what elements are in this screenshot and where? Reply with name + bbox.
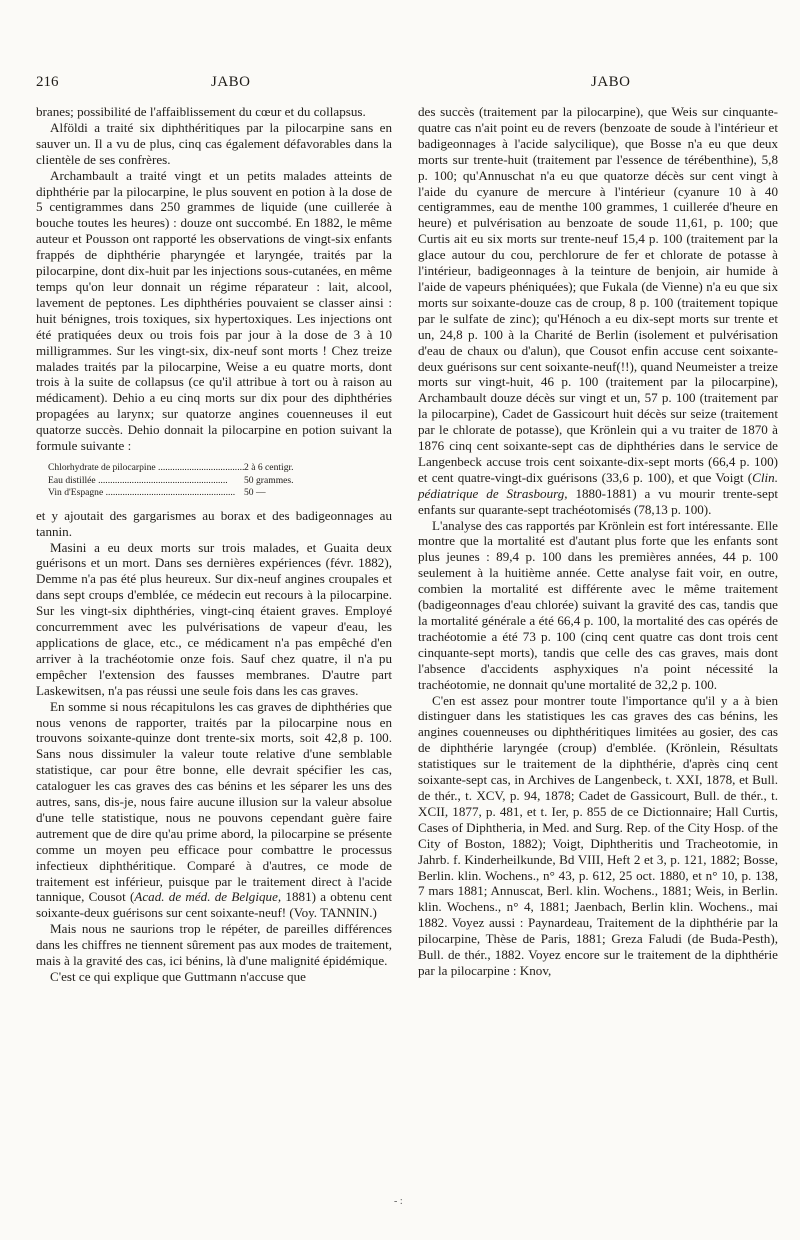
formula-quantity: 50 grammes. bbox=[244, 474, 294, 486]
left-column bbox=[36, 104, 392, 985]
paragraph: Archambault a traité vingt et un petits malades atteints de diphthérie par la pilocarpine, le plus souvent en potion à la dose de 5 centigrammes dans 250 grammes de liquide (une cuillerée à bouche toutes les heures) : douze ont succombé. En 1882, le même auteur et Pousson ont rapporté les observations de vingt-six enfants frappés de diphthérie pharyngée et laryngée, traités par la pilocarpine, dont dix-huit par les injections sous-cutanées, en même temps qu'on leur donnait un régime réparateur : lait, alcool, lavement de peptones. Les diphthéries pouvaient se classer ainsi : huit bénignes, trois toxiques, six hypertoxiques. Les injections ont été pratiquées deux ou trois fois par jour à la dose de 3 à 10 milligrammes. Sur les vingt-six, dix-neuf sont morts ! Chez treize malades traités par la pilocarpine, Weise a eu quatre morts, dont trois à la suite de collapsus (ce qu'il attribue à tort ou à raison au médicament). Dehio a eu cinq morts sur dix pour des diphthéries propagées au larynx; sur quatorze angines couenneuses il eut quatorze succès. Dehio donnait la pilocarpine en potion suivant la formule suivante : bbox=[36, 167, 392, 454]
paragraph-text: des succès (traitement par la pilocarpine), que Weis sur cinquante-quatre cas n'ait point eu de revers (benzoate de soude à l'intérieur et badigeonnages à l'acide salycilique), que Bosse n'a eu que deux morts sur trente-huit (traitement par l'essence de térébenthine), 5,8 p. 100; qu'Annuschat n'a eu que quatorze décès sur cent vingt à l'aide du cyanure de mercure à l'intérieur (cyanure 10 à 40 centigrammes, eau de menthe 100 grammes, 1 cuillerée d'heure en heure) et pulvérisation au benzoate de soude 11,61, p. 100; que Curtis ait eu six morts sur trente-neuf 15,4 p. 100 (traitement par la glace autour du cou, perchlorure de fer et chlorate de potasse à l'intérieur, badigeonnages à la teinture de benjoin, air humide à l'aide de vapeurs phéniquées); que Fukala (de Vienne) n'a eu que six morts sur soixante-douze cas de croup, 8 p. 100 (traitement topique par le sulfate de zinc); qu'Hénoch a eu dix-sept morts sur trente et un, 24,8 p. 100 à la Charité de Berlin (isolement et pulvérisation d'eau de chaux ou d'alun), que Cousot enfin accuse cent soixante-deux guérisons sur cent soixante-neuf(!!), quand Neumeister a treize morts sur vingt-huit, 46 p. 100 (traitement par la pilocarpine), Archambault douze décès sur vingt et un, 57 p. 100 (traitement par la pilocarpine), Cadet de Gassicourt huit décès sur seize (traitement par le chlorate de potasse), que Krönlein qui a vu traiter de 1870 à 1876 cinq cent soixante-sept cas de diphthéries dans le service de Langenbeck accuse trois cent soixante-dix-sept morts (66,4 p. 100) et cent quatre-vingt-dix guérisons (33,6 p. 100), et que Voigt ( bbox=[418, 104, 778, 485]
formula-quantity: 50 — bbox=[244, 487, 266, 499]
page-mark: - : bbox=[394, 1196, 403, 1207]
running-title-right: JABO bbox=[591, 74, 631, 90]
citation: Acad. de méd. de Belgique, bbox=[134, 889, 282, 905]
paragraph bbox=[36, 699, 392, 922]
paragraph: Mais nous ne saurions trop le répéter, de pareilles différences dans les chiffres ne tiennent sûrement pas aux modes de traitement, mais à la gravité des cas, ici bénins, là d'une malignité épidémique. bbox=[36, 921, 392, 969]
page-number: 216 bbox=[36, 74, 59, 90]
page-header bbox=[36, 74, 778, 94]
formula-ingredient: Chlorhydrate de pilocarpine ..... bbox=[48, 462, 244, 475]
formula-line bbox=[48, 475, 392, 488]
formula-ingredient: Vin d'Espagne ..... bbox=[48, 487, 244, 500]
paragraph: C'est ce qui explique que Guttmann n'accuse que bbox=[50, 969, 306, 984]
formula-line bbox=[48, 487, 392, 500]
paragraph: branes; possibilité de l'affaiblissement du cœur et du collapsus. bbox=[36, 104, 366, 119]
paragraph: Masini a eu deux morts sur trois malades, et Guaita deux guérisons et un mort. Dans ses dernières expériences (févr. 1882), Demme n'a pas été plus heureux. Sur dix-neuf angines croupales et dans sept croups d'emblée, ce médecin eut recours à la pilocarpine. Sur les vingt-six diphthéries, vingt-cinq étaient graves. Employé concurremment avec les pulvérisations de vapeur d'eau, les applications de glace, etc., ce médicament n'a pas empêché d'en arriver à la trachéotomie onze fois. Sauf chez quatre, il n'a pu empêcher l'extension des fausses membranes. D'autre part Laskewitsen, n'a pas réussi une seule fois dans les cas graves. bbox=[36, 539, 392, 698]
formula-ingredient: Eau distillée ..... bbox=[48, 475, 244, 488]
paragraph: C'en est assez pour montrer toute l'importance qu'il y a à bien distinguer dans les statistiques les cas graves des cas bénins, les angines couenneuses ou diphthéritiques limitées au gosier, des cas de diphthérie laryngée (croup) d'emblée. (Krönlein, Résultats statistiques sur le traitement de la diphthérie, d'après cinq cent soixante-sept cas, in Archives de Langenbeck, t. XXI, 1878, et Bull. de thér., t. XCV, p. 94, 1878; Cadet de Gassicourt, Bull. de thér., t. XCII, 1877, p. 481, et t. Ier, p. 855 de ce Dictionnaire; Hall Curtis, Cases of Diphtheria, in Med. and Surg. Rep. of the City Hosp. of the City of Boston, 1882); Voigt, Diphtheritis und Tracheotomie, in Jahrb. f. Kinderheilkunde, Bd VIII, Heft 2 et 3, p. 121, 1882; Bosse, Berlin. klin. Wochens., n° 43, p. 612, 25 oct. 1880, et n° 10, p. 138, 7 mars 1881; Annuscat, Berl. klin. Wochens., 1881; Weis, in Berlin. klin. Wochens., n° 4, 1881; Jaenbach, Berlin klin. Wochens., mai 1882. Voyez aussi : Paynardeau, Traitement de la diphthérie par la pilocarpine, Thèse de Paris, 1881; Greza Faludi (de Buda-Pesth), Bull. de thér., 1882. Voyez encore sur le traitement de la diphthérie par la pilocarpine : Knov, bbox=[418, 692, 778, 978]
right-column bbox=[418, 104, 778, 979]
paragraph: Alföldi a traité six diphthéritiques par la pilocarpine sans en sauver un. Il a vu de plus, cinq cas également défavorables dans la clientèle de ses confrères. bbox=[36, 119, 392, 167]
paragraph: et y ajoutait des gargarismes au borax et des badigeonnages au tannin. bbox=[36, 507, 392, 539]
paragraph-text: 1881) a obtenu cent soixante-deux guérisons sur cent soixante-neuf! (Voy. TANNIN.) bbox=[36, 889, 393, 921]
paragraph-text: En somme si nous récapitulons les cas graves de diphthéries que nous venons de rapporter, traités par la pilocarpine nous en trouvons soixante-quinze dont trente-six morts, soit 42,8 p. 100. Sans nous dissimuler la valeur toute relative d'une semblable statistique, car pour être bonne, elle devrait spécifier les cas, cataloguer les cas graves des cas bénins et les séparer les uns des autres, sans, dis-je, nous faire aucune illusion sur la valeur absolue d'une telle statistique, nous ne pouvons cependant guère faire autrement que de dire qu'au prime abord, la pilocarpine se présente comme un moyen peu efficace pour combattre le processus infectieux diphthéritique. Comparé à d'autres, ce mode de traitement est inférieur, puisque par le traitement direct à l'acide tannique, Cousot ( bbox=[36, 698, 392, 905]
paragraph: L'analyse des cas rapportés par Krönlein est fort intéressante. Elle montre que la mortalité est d'autant plus forte que les enfants sont plus jeunes : 89,4 p. 100 dans les premières années, 44 p. 100 seulement à la huitième année. Cette analyse fait voir, en outre, combien la mortalité est différente avec le même traitement (badigeonnages d'eau chlorée) suivant la gravité des cas, tandis que la mortalité générale a été 66,4 p. 100, la mortalité des cas opérés de trachéotomie a été 73 p. 100 (cinq cent quatre cas dont trois cent cinquante-sept morts), tandis que celle des cas graves, mais dont l'absence d'accidents asphyxiques n'a point nécessité la trachéotomie, ne donnait qu'une mortalité de 32,2 p. 100. bbox=[418, 517, 778, 692]
running-title-left: JABO bbox=[211, 74, 251, 90]
paragraph bbox=[418, 104, 778, 518]
paragraph-text: 1880-1881) a vu mourir trente-sept enfants sur quarante-sept trachéotomisés (78,13 p. 100). bbox=[418, 485, 779, 517]
formula-line bbox=[48, 462, 392, 475]
formula-quantity: 2 à 6 centigr. bbox=[244, 461, 294, 473]
citation: Clin. pédiatrique de Strasbourg, bbox=[418, 469, 778, 501]
formula bbox=[48, 462, 392, 500]
